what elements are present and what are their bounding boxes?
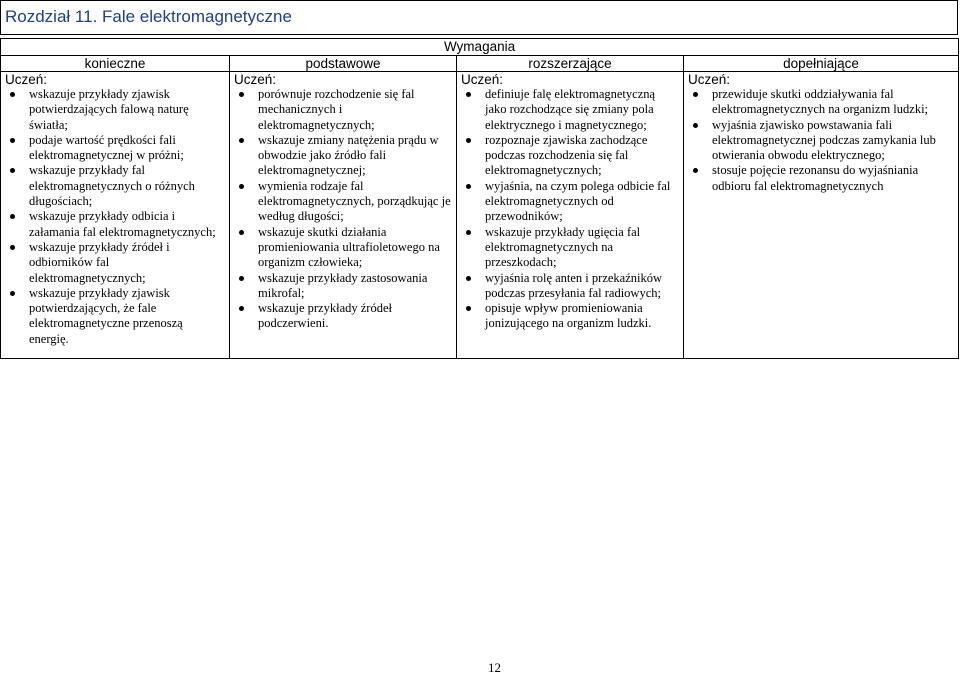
requirements-section bbox=[0, 38, 958, 358]
requirement-list bbox=[230, 87, 456, 332]
requirement-text: wymienia rodzaje fal elektromagnetycznych, porządkując je według długości; bbox=[258, 178, 451, 224]
bullet-icon bbox=[239, 92, 244, 97]
column-konieczne bbox=[1, 72, 230, 359]
requirement-item bbox=[457, 225, 683, 271]
bullet-icon bbox=[466, 138, 471, 143]
bullet-icon bbox=[239, 138, 244, 143]
requirement-item bbox=[457, 87, 683, 133]
requirements-header: Wymagania bbox=[1, 39, 959, 56]
requirement-text: wskazuje przykłady odbicia i załamania fal elektromagnetycznych; bbox=[29, 209, 216, 239]
bullet-icon bbox=[693, 123, 698, 128]
requirement-item bbox=[684, 118, 958, 164]
requirement-text: rozpoznaje zjawiska zachodzące podczas rozchodzenia się fal elektromagnetycznych; bbox=[485, 132, 648, 178]
student-label: Uczeń: bbox=[461, 72, 504, 87]
requirement-item bbox=[457, 133, 683, 179]
requirement-text: wskazuje przykłady fal elektromagnetycznych o różnych długościach; bbox=[29, 163, 195, 209]
requirement-list bbox=[1, 87, 229, 347]
bullet-icon bbox=[466, 230, 471, 235]
bullet-icon bbox=[239, 184, 244, 189]
requirement-text: wskazuje przykłady źródeł i odbiorników fal elektromagnetycznych; bbox=[29, 239, 170, 285]
requirement-item bbox=[1, 286, 229, 347]
requirement-text: wyjaśnia rolę anten i przekaźników podczas przesyłania fal radiowych; bbox=[485, 270, 663, 300]
bullet-icon bbox=[10, 245, 15, 250]
requirements-content-row bbox=[1, 72, 959, 359]
requirement-text: wyjaśnia, na czym polega odbicie fal elektromagnetycznych od przewodników; bbox=[485, 178, 671, 224]
requirement-item bbox=[1, 209, 229, 240]
level-header-dopelniajace: dopełniające bbox=[684, 56, 959, 72]
requirement-text: wskazuje przykłady zjawisk potwierdzających, że fale elektromagnetyczne przenoszą energię. bbox=[29, 285, 183, 346]
requirement-item bbox=[230, 271, 456, 302]
column-rozszerzajace bbox=[457, 72, 684, 359]
column-podstawowe bbox=[230, 72, 457, 359]
requirement-item bbox=[1, 133, 229, 164]
level-header-rozszerzajace: rozszerzające bbox=[457, 56, 684, 72]
requirement-item bbox=[457, 271, 683, 302]
column-dopelniajace bbox=[684, 72, 959, 359]
requirement-item bbox=[1, 163, 229, 209]
bullet-icon bbox=[466, 306, 471, 311]
requirement-item bbox=[684, 163, 958, 194]
level-header-row bbox=[1, 56, 959, 72]
bullet-icon bbox=[10, 138, 15, 143]
requirement-item bbox=[230, 179, 456, 225]
student-label: Uczeń: bbox=[5, 72, 48, 87]
bullet-icon bbox=[693, 168, 698, 173]
level-header-podstawowe: podstawowe bbox=[230, 56, 457, 72]
requirement-text: definiuje falę elektromagnetyczną jako rozchodzące się zmiany pola elektrycznego i magnetycznego; bbox=[485, 87, 656, 132]
requirements-header-row bbox=[1, 39, 959, 56]
requirement-list bbox=[684, 87, 958, 194]
chapter-title: Rozdział 11. Fale elektromagnetyczne bbox=[5, 7, 292, 26]
bullet-icon bbox=[239, 306, 244, 311]
student-label: Uczeń: bbox=[234, 72, 277, 87]
requirement-text: przewiduje skutki oddziaływania fal elektromagnetycznych na organizm ludzki; bbox=[712, 87, 929, 117]
requirement-text: stosuje pojęcie rezonansu do wyjaśniania odbioru fal elektromagnetycznych bbox=[712, 163, 919, 193]
requirement-item bbox=[684, 87, 958, 118]
requirement-item bbox=[230, 225, 456, 271]
bullet-icon bbox=[10, 168, 15, 173]
student-label: Uczeń: bbox=[688, 72, 731, 87]
requirement-text: wskazuje skutki działania promieniowania ultrafioletowego na organizm człowieka; bbox=[258, 224, 440, 270]
requirement-item bbox=[230, 133, 456, 179]
requirement-item bbox=[1, 240, 229, 286]
page-number: 12 bbox=[488, 660, 501, 675]
requirement-text: wskazuje zmiany natężenia prądu w obwodzie jako źródło fali elektromagnetycznej; bbox=[258, 132, 439, 178]
requirement-text: porównuje rozchodzenie się fal mechanicznych i elektromagnetycznych; bbox=[258, 87, 415, 132]
chapter-header bbox=[0, 0, 958, 35]
requirement-item bbox=[1, 87, 229, 133]
requirement-text: wyjaśnia zjawisko powstawania fali elektromagnetycznej podczas zamykania lub otwierania obwodu elektrycznego; bbox=[712, 117, 936, 163]
requirement-text: wskazuje przykłady źródeł podczerwieni. bbox=[258, 301, 392, 331]
bullet-icon bbox=[10, 291, 15, 296]
requirements-table bbox=[0, 38, 959, 359]
requirement-text: podaje wartość prędkości fali elektromagnetycznej w próżni; bbox=[29, 132, 184, 163]
requirement-list bbox=[457, 87, 683, 332]
bullet-icon bbox=[466, 92, 471, 97]
bullet-icon bbox=[466, 276, 471, 281]
requirement-item bbox=[457, 179, 683, 225]
requirement-text: wskazuje przykłady zjawisk potwierdzających falową naturę światła; bbox=[29, 87, 189, 132]
bullet-icon bbox=[239, 276, 244, 281]
bullet-icon bbox=[10, 214, 15, 219]
requirement-text: wskazuje przykłady ugięcia fal elektromagnetycznych na przeszkodach; bbox=[485, 224, 641, 270]
level-header-konieczne: konieczne bbox=[1, 56, 230, 72]
bullet-icon bbox=[466, 184, 471, 189]
requirement-item bbox=[230, 87, 456, 133]
requirement-text: wskazuje przykłady zastosowania mikrofal; bbox=[258, 270, 428, 300]
requirement-item bbox=[230, 301, 456, 332]
bullet-icon bbox=[10, 92, 15, 97]
bullet-icon bbox=[693, 92, 698, 97]
requirement-text: opisuje wpływ promieniowania jonizującego na organizm ludzki. bbox=[485, 301, 652, 331]
requirement-item bbox=[457, 301, 683, 332]
bullet-icon bbox=[239, 230, 244, 235]
